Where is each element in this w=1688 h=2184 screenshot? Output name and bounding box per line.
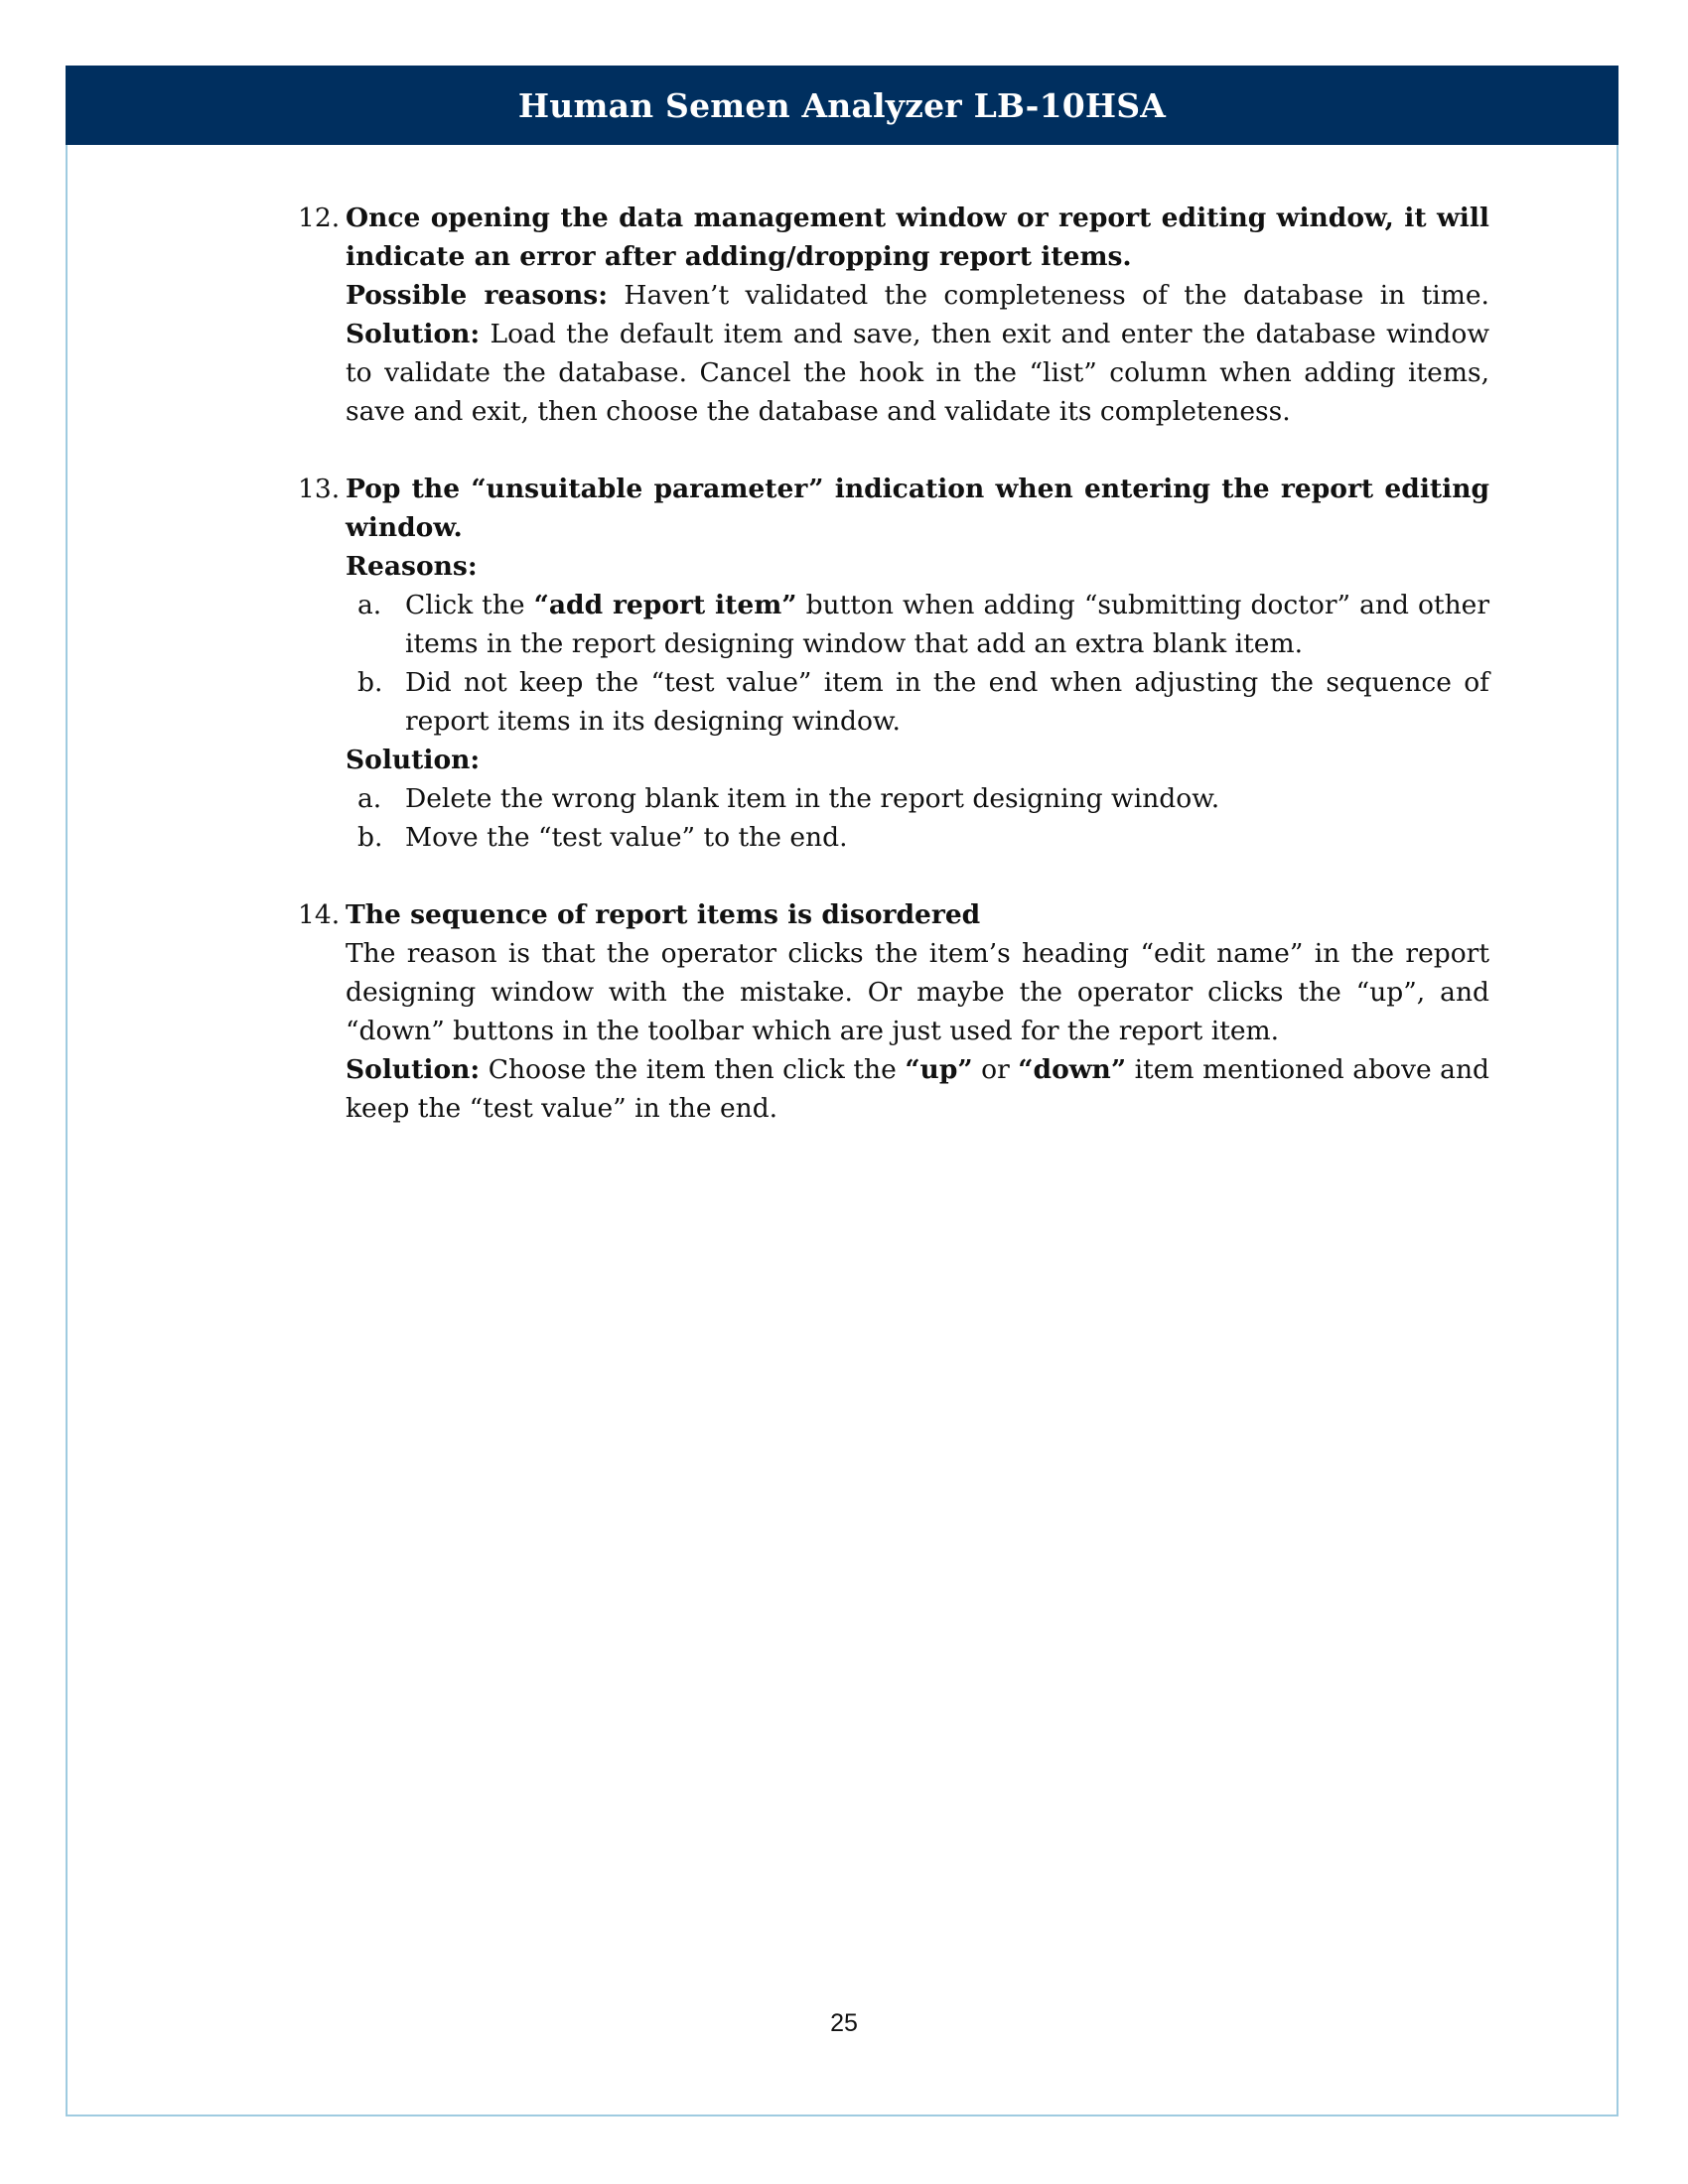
down-term: “down”	[1018, 1054, 1127, 1085]
item-heading: Once opening the data management window or report editing window, it will indicate an error after adding/dropping report items.	[346, 203, 1489, 272]
troubleshooting-item-14	[298, 895, 1489, 1128]
list-letter: b.	[357, 667, 383, 698]
reason-b	[346, 663, 1489, 741]
reasons-label: Reasons:	[346, 551, 478, 582]
solution-mid: or	[972, 1054, 1019, 1085]
solution-post: item mentioned above and keep the “test value” in the end.	[346, 1054, 1489, 1124]
solution-a	[346, 779, 1489, 818]
add-report-item-term: “add report item”	[533, 590, 797, 620]
reasons-label: Possible reasons:	[346, 280, 608, 311]
reason-text-pre: Click the	[405, 590, 534, 620]
header-title: Human Semen Analyzer LB-10HSA	[517, 85, 1167, 125]
up-term: “up”	[905, 1054, 973, 1085]
document-body	[298, 199, 1489, 1166]
item-reasons	[346, 276, 1489, 431]
reason-text: Did not keep the “test value” item in the end when adjusting the sequence of report items in its designing window.	[405, 667, 1489, 737]
solution-text: Move the “test value” to the end.	[405, 822, 848, 853]
item-body: The reason is that the operator clicks the item’s heading “edit name” in the report designing window with the mistake. Or maybe the operator clicks the “up”, and “down” buttons in the toolbar which are just used for the report item.	[346, 938, 1489, 1046]
item-heading: Pop the “unsuitable parameter” indication when entering the report editing window.	[346, 474, 1489, 543]
list-letter: a.	[357, 590, 382, 620]
reason-text-post: button when adding “submitting doctor” and other items in the report designing window that add an extra blank item.	[405, 590, 1489, 659]
item-number: 14.	[298, 899, 341, 930]
solution-label: Solution:	[346, 319, 481, 349]
item-heading: The sequence of report items is disordered	[346, 899, 981, 930]
list-letter: b.	[357, 822, 383, 853]
reason-a	[346, 586, 1489, 663]
troubleshooting-item-12	[298, 199, 1489, 431]
solution-b	[346, 818, 1489, 857]
solution-label: Solution:	[346, 1054, 481, 1085]
item-number: 13.	[298, 474, 341, 504]
page-header	[66, 66, 1618, 145]
reasons-text: Haven’t validated the completeness of the database in time.	[608, 280, 1489, 311]
item-number: 12.	[298, 203, 341, 233]
solution-text: Delete the wrong blank item in the report designing window.	[405, 783, 1220, 814]
item-solution	[346, 1050, 1489, 1128]
page-number: 25	[830, 2009, 858, 2037]
troubleshooting-item-13	[298, 470, 1489, 857]
solution-text: Load the default item and save, then exit and enter the database window to validate the database. Cancel the hook in the “list” column when adding items, save and exit, then choose the database and validate its completeness.	[346, 319, 1489, 427]
solution-pre: Choose the item then click the	[480, 1054, 906, 1085]
list-letter: a.	[357, 783, 382, 814]
solution-label: Solution:	[346, 745, 481, 775]
